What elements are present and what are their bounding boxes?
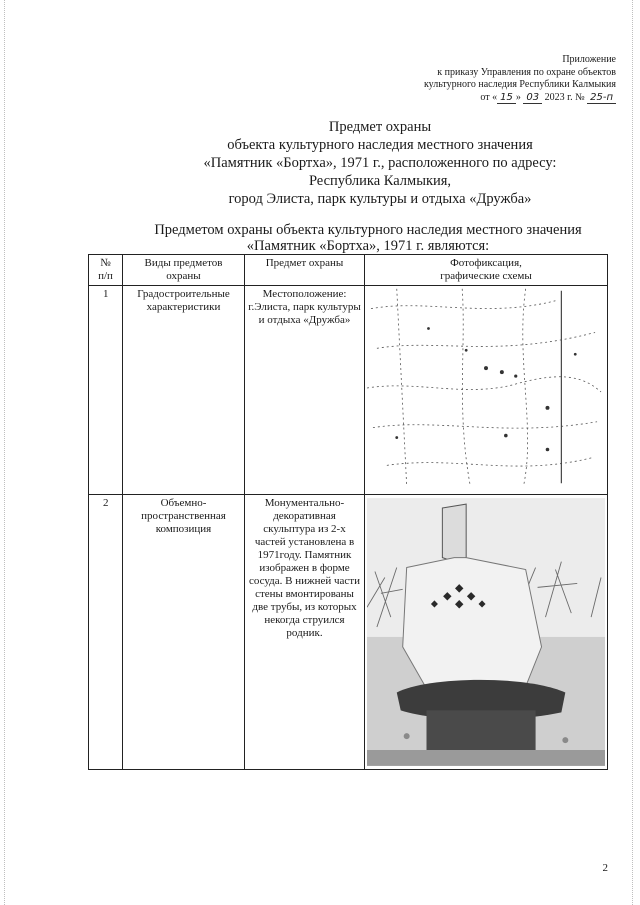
appendix-note xyxy=(356,54,616,104)
table-row xyxy=(89,495,608,770)
appendix-line-1: Приложение xyxy=(562,54,616,65)
table-header-row xyxy=(89,255,608,286)
intro-text xyxy=(88,222,640,254)
site-plan-scheme xyxy=(367,288,605,486)
page-number: 2 xyxy=(602,862,608,874)
row-number: 1 xyxy=(89,286,123,495)
title-line-4: Республика Калмыкия, xyxy=(308,173,452,189)
header-photo xyxy=(365,255,608,286)
header-type xyxy=(123,255,245,286)
protection-subjects-table xyxy=(88,254,608,770)
row-subject: Монументально-декоративная скульптура из 2-х частей установлена в 1971году. Памятник изображен в форме сосуда. В нижней части стены вмонтированы две трубы, из которых некогда струился родник. xyxy=(245,495,365,770)
date-prefix: от « xyxy=(480,91,498,103)
header-photo-line-1: Фотофиксация, xyxy=(450,257,522,269)
title-line-5: город Элиста, парк культуры и отдыха «Дружба» xyxy=(228,191,532,207)
header-number-line-2: п/п xyxy=(98,270,113,282)
header-type-line-2: охраны xyxy=(166,270,201,282)
title-line-2: объекта культурного наследия местного значения xyxy=(227,137,533,153)
date-separator: » xyxy=(515,91,521,103)
appendix-line-3: культурного наследия Республики Калмыкия xyxy=(423,79,616,90)
header-subject: Предмет охраны xyxy=(245,255,365,286)
order-date-line xyxy=(356,92,616,105)
row-subject: Местоположение: г.Элиста, парк культуры и отдыха «Дружба» xyxy=(245,286,365,495)
table-row xyxy=(89,286,608,495)
row-type: Объемно-пространственная композиция xyxy=(123,495,245,770)
header-number-line-1: № xyxy=(100,257,111,269)
monument-photo-image xyxy=(367,497,605,767)
site-plan-image xyxy=(365,286,608,495)
header-type-line-1: Виды предметов xyxy=(144,257,223,269)
order-day: 15 xyxy=(497,92,516,104)
header-number xyxy=(89,255,123,286)
row-number: 2 xyxy=(89,495,123,770)
title-line-1: Предмет охраны xyxy=(328,119,432,135)
left-scan-margin xyxy=(4,0,5,905)
monument-photo xyxy=(365,495,608,770)
intro-line-2: «Памятник «Бортха», 1971 г. являются: xyxy=(246,238,490,254)
intro-line-1: Предметом охраны объекта культурного наследия местного значения xyxy=(154,222,582,238)
row-type: Градостроительные характеристики xyxy=(123,286,245,495)
title-line-3: «Памятник «Бортха», 1971 г., расположенного по адресу: xyxy=(203,155,557,171)
document-title xyxy=(120,118,640,208)
order-month: 03 xyxy=(523,92,542,104)
appendix-line-2: к приказу Управления по охране объектов xyxy=(437,66,616,78)
order-number: 25-п xyxy=(587,92,616,104)
order-year-label: 2023 г. № xyxy=(544,91,585,103)
header-photo-line-2: графические схемы xyxy=(440,270,532,282)
